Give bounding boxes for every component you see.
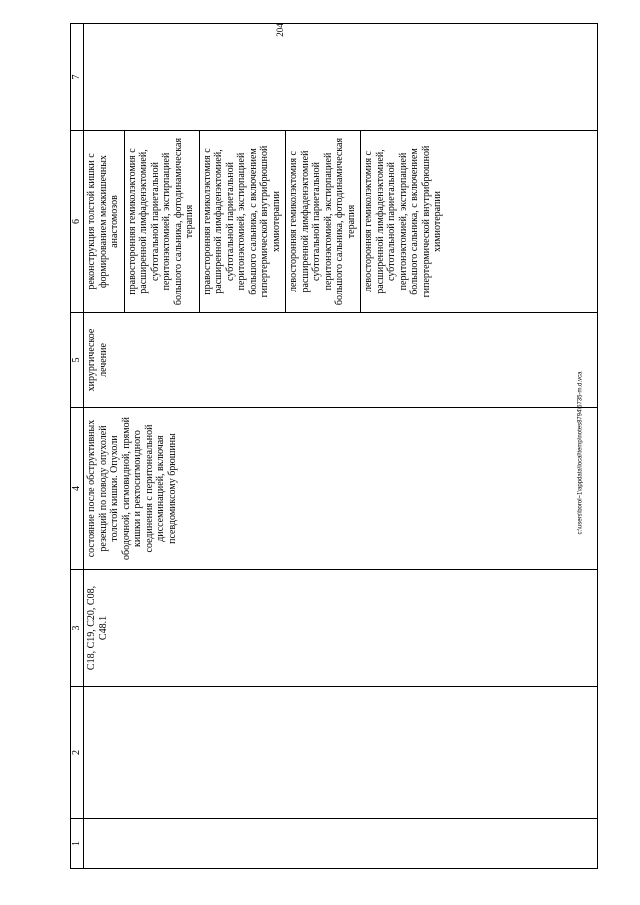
header-col-6: 6 [71, 131, 84, 313]
table-wrapper [70, 24, 598, 869]
table-row [84, 24, 598, 869]
cell-col-2 [84, 687, 598, 819]
cell-col-7 [84, 24, 598, 131]
procedure-item: левосторонняя гемиколэктомия с расширенной лимфаденэктомией субтотальной париетальной перитонэктомией, экстирпацией большого сальника, фотодинамическая терапия [286, 131, 361, 312]
procedure-item: правосторонняя гемиколэктомия с расширенной лимфаденэктомией, субтотальной париетальной перитонэктомией, экстирпацией большого сальника, с включением гипертермической внутрибрюшной химиотерапии [200, 131, 287, 312]
header-col-5: 5 [71, 313, 84, 408]
header-col-7: 7 [71, 24, 84, 131]
procedure-item: реконструкция толстой кишки с формированием межкишечных анастомозов [84, 131, 125, 312]
procedure-item: правосторонняя гемиколэктомия с расширенной лимфаденэктомией, субтотальной париетальной перитонэктомией, экстирпацией большого сальника, фотодинамическая терапия [125, 131, 200, 312]
procedure-item: левосторонняя гемиколэктомия с расширенной лимфаденэктомией, субтотальной париетальной перитонэктомией, экстирпацией большого сальника, с включением гипертермической внутрибрюшной химиотерапии [363, 145, 443, 298]
footer-path: c:\users\borol~1\appdata\local\temp\notes8794\6735-m.d.vca [577, 371, 583, 534]
treatment-table [70, 23, 598, 869]
cell-procedures [84, 131, 598, 313]
cell-treatment-type: хирургическое лечение [84, 313, 598, 408]
header-col-3: 3 [71, 570, 84, 687]
rotated-table-area [70, 24, 598, 869]
header-col-4: 4 [71, 408, 84, 570]
cell-icd-codes: C18, C19, C20, C08, C48.1 [84, 570, 598, 687]
page-number: 204 [275, 23, 285, 37]
cell-diagnosis: состояние после обструктивных резекций по поводу опухолей толстой кишки. Опухоли ободочной, сигмовидной, прямой кишки и ректосигмоидного соединения с перитонеальной диссеминацией, включая псевдомиксому брюшины [84, 408, 598, 570]
header-col-1: 1 [71, 819, 84, 869]
cell-col-1 [84, 819, 598, 869]
header-row [71, 24, 84, 869]
header-col-2: 2 [71, 687, 84, 819]
